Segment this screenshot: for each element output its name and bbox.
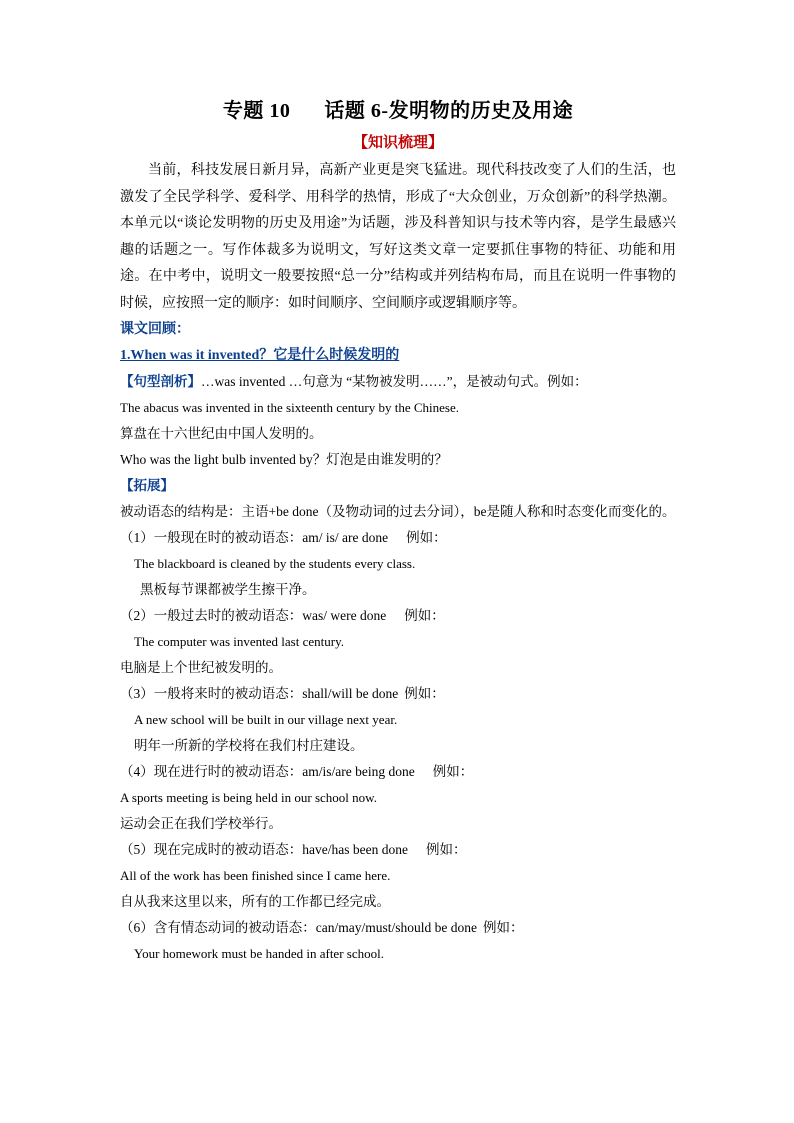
item3-label: （3）一般将来时的被动语态：shall/will be done [120,686,399,701]
document-title [120,96,676,126]
item6-label-line [120,915,676,941]
item4-zh: 运动会正在我们学校举行。 [120,816,282,831]
item1-zh: 黑板每节课都被学生擦干净。 [140,582,316,597]
analysis-text: …was invented …句意为 “某物被发明……”，是被动句式。例如： [201,374,588,389]
item2-label: （2）一般过去时的被动语态：was/ were done [120,608,387,623]
item3-en: A new school will be built in our village next year. [134,712,398,727]
extend-tag: 【拓展】 [120,478,174,493]
item2-eg: 例如： [404,608,445,623]
analysis-tag: 【句型剖析】 [120,374,201,389]
item6-en: Your homework must be handed in after school. [134,946,384,961]
item5-en: All of the work has been finished since I came here. [120,868,391,883]
extend-structure: 被动语态的结构是：主语+be done（及物动词的过去分词），be是随人称和时态变化而变化的。 [120,504,676,519]
item3-label-line [120,681,676,707]
point1-heading: 1.When was it invented？它是什么时候发明的 [120,348,400,363]
title-part1: 专题 10 [222,100,291,122]
item4-label: （4）现在进行时的被动语态：am/is/are being done [120,764,415,779]
item1-label: （1）一般现在时的被动语态：am/ is/ are done [120,530,389,545]
item3-eg: 例如： [404,686,445,701]
item2-zh: 电脑是上个世纪被发明的。 [120,660,282,675]
item6-eg: 例如： [482,920,524,935]
item1-eg: 例如： [406,530,447,545]
item4-eg: 例如： [432,764,474,779]
example2: Who was the light bulb invented by？灯泡是由谁发明的？ [120,452,448,467]
item3-zh: 明年一所新的学校将在我们村庄建设。 [134,738,364,753]
example1-en: The abacus was invented in the sixteenth century by the Chinese. [120,400,459,415]
example1-zh: 算盘在十六世纪由中国人发明的。 [120,426,323,441]
item4-en: A sports meeting is being held in our school now. [120,790,377,805]
item1-label-line [120,525,676,551]
title-part2: 话题 6-发明物的历史及用途 [324,100,574,122]
intro-paragraph: 当前，科技发展日新月异，高新产业更是突飞猛进。现代科技改变了人们的生活，也激发了全民学科学、爱科学、用科学的热情，形成了“大众创业，万众创新”的科学热潮。本单元以“谈论发明物的历史及用途”为话题，涉及科普知识与技术等内容，是学生最感兴趣的话题之一。写作体裁多为说明文，写好这类文章一定要抓住事物的特征、功能和用途。在中考中，说明文一般要按照“总一分”结构或并列结构布局，而且在说明一件事物的时候，应按照一定的顺序：如时间顺序、空间顺序或逻辑顺序等。 [120,163,676,311]
item6-label: （6）含有情态动词的被动语态：can/may/must/should be done [120,920,477,935]
item5-zh: 自从我来这里以来，所有的工作都已经完成。 [120,894,390,909]
item2-label-line [120,603,676,629]
review-heading: 课文回顾： [120,322,190,337]
item5-eg: 例如： [425,842,467,857]
section-heading: 【知识梳理】 [352,135,443,151]
analysis-line [120,369,676,395]
item1-en: The blackboard is cleaned by the students every class. [134,556,416,571]
item2-en: The computer was invented last century. [134,634,344,649]
item4-label-line [120,759,676,785]
document-page [120,96,676,967]
item5-label: （5）现在完成时的被动语态：have/has been done [120,842,408,857]
item5-label-line [120,837,676,863]
